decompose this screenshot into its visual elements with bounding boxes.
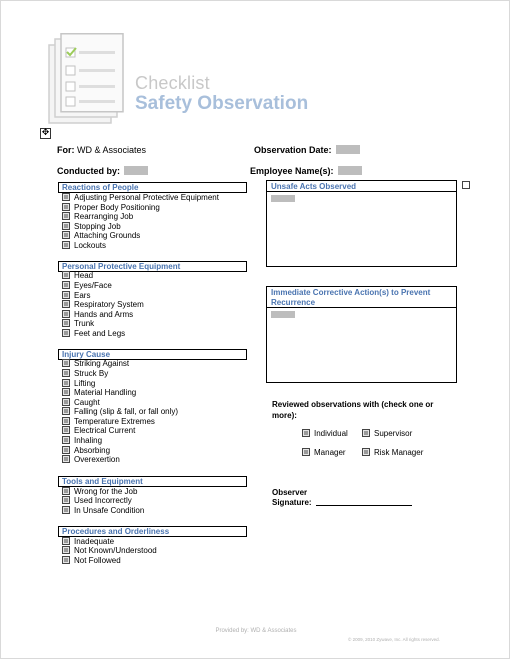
checkbox[interactable]	[62, 417, 70, 425]
checkbox[interactable]	[62, 300, 70, 308]
checkbox[interactable]	[62, 241, 70, 249]
checklist-item[interactable]: Head	[62, 271, 93, 281]
unsafe-acts-title: Unsafe Acts Observed	[266, 180, 457, 192]
unsafe-acts-input-fill	[271, 195, 295, 202]
checklist-item[interactable]: Stopping Job	[62, 222, 121, 232]
checkbox[interactable]	[62, 556, 70, 564]
checkbox[interactable]	[62, 487, 70, 495]
checklist-item[interactable]: Electrical Current	[62, 426, 135, 436]
checkbox[interactable]	[62, 537, 70, 545]
provided-by-footer: Provided by: WD & Associates	[215, 628, 297, 634]
checklist-item[interactable]: Lifting	[62, 379, 95, 389]
checkbox[interactable]	[62, 222, 70, 230]
checklist-item[interactable]: Rearranging Job	[62, 212, 133, 222]
checklist-item[interactable]: Used Incorrectly	[62, 496, 132, 506]
for-value[interactable]: WD & Associates	[77, 145, 147, 155]
unsafe-acts-textarea[interactable]	[266, 191, 457, 267]
section-tools-and-equipment: Tools and Equipment	[58, 476, 247, 487]
checkbox[interactable]	[62, 496, 70, 504]
checklist-item[interactable]: Adjusting Personal Protective Equipment	[62, 193, 219, 203]
checklist-item[interactable]: Overexertion	[62, 455, 120, 465]
checklist-item[interactable]: Striking Against	[62, 359, 129, 369]
checklist-item[interactable]: Ears	[62, 291, 90, 301]
checkbox[interactable]	[62, 271, 70, 279]
employee-names-label: Employee Name(s):	[250, 166, 334, 176]
observation-date-field	[254, 145, 360, 155]
checkbox[interactable]	[62, 546, 70, 554]
checklist-item[interactable]: Feet and Legs	[62, 329, 125, 339]
checklist-item[interactable]: Struck By	[62, 369, 108, 379]
signature-label: Signature:	[272, 498, 312, 507]
reviewed-with-label: Reviewed observations with (check one or more):	[272, 400, 434, 420]
corrective-action-title: Immediate Corrective Action(s) to Prevent Recurrence	[266, 286, 457, 308]
corrective-action-textarea[interactable]	[266, 307, 457, 383]
observer-label: Observer	[272, 488, 308, 497]
checkbox[interactable]	[62, 369, 70, 377]
checkbox[interactable]	[62, 329, 70, 337]
section-injury-cause: Injury Cause	[58, 349, 247, 360]
signature-line[interactable]	[316, 498, 412, 506]
checklist-item[interactable]: Material Handling	[62, 388, 136, 398]
checklist-item[interactable]: In Unsafe Condition	[62, 506, 144, 516]
checkbox[interactable]	[62, 388, 70, 396]
checkbox[interactable]	[62, 319, 70, 327]
conducted-by-input[interactable]	[124, 166, 148, 175]
checkbox[interactable]	[62, 436, 70, 444]
checkbox[interactable]	[62, 398, 70, 406]
employee-names-input[interactable]	[338, 166, 362, 175]
for-label: For:	[57, 145, 75, 155]
checkbox[interactable]	[62, 455, 70, 463]
copyright-footer: © 2009, 2010 Zywave, Inc. All rights reserved.	[348, 637, 440, 642]
for-field	[57, 145, 146, 155]
checkbox[interactable]	[62, 426, 70, 434]
title-safety-observation: Safety Observation	[135, 93, 309, 114]
checklist-item[interactable]: Hands and Arms	[62, 310, 133, 320]
checklist-item[interactable]: Inhaling	[62, 436, 102, 446]
checklist-item[interactable]: Inadequate	[62, 537, 114, 547]
corrective-action-input-fill	[271, 311, 295, 318]
checkbox[interactable]	[62, 193, 70, 201]
table-move-handle-icon[interactable]: ✥	[41, 128, 50, 138]
checklist-item[interactable]: Not Followed	[62, 556, 121, 566]
observation-date-label: Observation Date:	[254, 145, 332, 155]
checkbox[interactable]	[62, 407, 70, 415]
checklist-item[interactable]: Lockouts	[62, 241, 106, 251]
checkbox[interactable]	[62, 281, 70, 289]
review-option-risk-manager[interactable]: Risk Manager	[362, 448, 423, 458]
section-procedures-and-orderliness: Procedures and Orderliness	[58, 526, 247, 537]
checkbox[interactable]	[362, 429, 370, 437]
checkbox[interactable]	[362, 448, 370, 456]
checklist-item[interactable]: Trunk	[62, 319, 94, 329]
conducted-by-label: Conducted by:	[57, 166, 120, 176]
checkbox[interactable]	[62, 446, 70, 454]
checkbox[interactable]	[62, 506, 70, 514]
review-option-supervisor[interactable]: Supervisor	[362, 429, 412, 439]
checklist-item[interactable]: Temperature Extremes	[62, 417, 155, 427]
checklist-item[interactable]: Proper Body Positioning	[62, 203, 160, 213]
checkbox[interactable]	[62, 310, 70, 318]
checklist-item[interactable]: Respiratory System	[62, 300, 144, 310]
review-option-individual[interactable]: Individual	[302, 429, 348, 439]
checklist-item[interactable]: Attaching Grounds	[62, 231, 140, 241]
checklist-item[interactable]: Not Known/Understood	[62, 546, 157, 556]
checkbox[interactable]	[62, 379, 70, 387]
checkbox[interactable]	[62, 212, 70, 220]
signature-field	[272, 497, 412, 508]
section-reactions-of-people: Reactions of People	[58, 182, 247, 193]
checkbox[interactable]	[302, 448, 310, 456]
observation-date-input[interactable]	[336, 145, 360, 154]
employee-names-field	[250, 166, 362, 176]
conducted-by-field	[57, 166, 148, 176]
section-personal-protective-equipment: Personal Protective Equipment	[58, 261, 247, 272]
checklist-item[interactable]: Wrong for the Job	[62, 487, 137, 497]
checkbox[interactable]	[62, 359, 70, 367]
checkbox[interactable]	[62, 231, 70, 239]
checkbox[interactable]	[302, 429, 310, 437]
review-option-manager[interactable]: Manager	[302, 448, 346, 458]
checklist-item[interactable]: Falling (slip & fall, or fall only)	[62, 407, 178, 417]
checklist-clipboard-icon	[47, 33, 127, 125]
checklist-item[interactable]: Eyes/Face	[62, 281, 112, 291]
table-end-checkbox[interactable]	[462, 181, 470, 189]
checkbox[interactable]	[62, 203, 70, 211]
checkbox[interactable]	[62, 291, 70, 299]
title-checklist: Checklist	[135, 73, 210, 93]
checklist-item[interactable]: Caught	[62, 398, 100, 408]
checklist-item[interactable]: Absorbing	[62, 446, 110, 456]
